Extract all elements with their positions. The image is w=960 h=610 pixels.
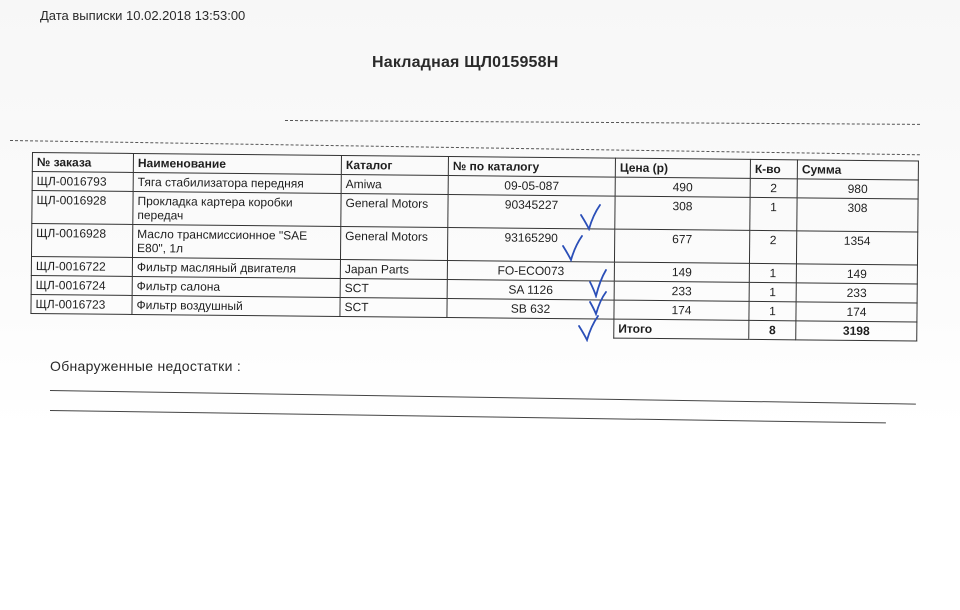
catalog-cell: SCT [340,278,447,298]
catalog-cell: SCT [340,297,447,317]
sum-cell: 174 [796,302,917,322]
name-cell: Масло трансмиссионное "SAE E80", 1л [132,224,340,259]
name-cell: Фильтр воздушный [132,295,340,316]
order-cell: ЩЛ-0016724 [31,275,132,295]
check-mark-icon [576,314,602,342]
catalog-no-cell: SB 632 [447,298,614,319]
sum-cell: 1354 [796,231,917,265]
catalog-cell: Amiwa [341,174,448,194]
total-label: Итого [614,319,749,339]
price-cell: 233 [614,281,749,301]
catalog-no-cell: FO-ECO073 [447,260,614,281]
name-cell: Фильтр масляный двигателя [132,257,340,278]
catalog-cell: General Motors [341,193,448,227]
qty-cell: 1 [750,197,797,230]
print-date: Дата выписки 10.02.2018 13:53:00 [40,8,246,23]
qty-cell: 2 [749,230,796,263]
check-mark-icon [578,203,604,231]
total-qty: 8 [749,320,796,339]
order-cell: ЩЛ-0016723 [31,294,132,314]
catalog-cell: General Motors [340,226,447,260]
order-cell: ЩЛ-0016928 [32,191,133,225]
sum-cell: 149 [796,264,917,284]
name-cell: Прокладка картера коробки передач [133,191,341,226]
catalog-no-cell: 93165290 [447,227,614,262]
qty-cell: 2 [750,178,797,197]
col-header-catalog: Каталог [341,155,448,175]
price-cell: 149 [614,262,749,282]
price-cell: 308 [615,196,750,230]
price-cell: 174 [614,300,749,320]
col-header-price: Цена (р) [615,158,750,178]
total-sum: 3198 [796,321,917,341]
col-header-sum: Сумма [797,160,918,180]
qty-cell: 1 [749,263,796,282]
sum-cell: 233 [796,283,917,303]
check-mark-icon [586,290,612,316]
col-header-name: Наименование [133,153,341,174]
sum-cell: 308 [797,198,918,232]
order-cell: ЩЛ-0016722 [31,257,132,277]
price-cell: 677 [614,229,749,263]
catalog-no-cell: 09-05-087 [448,175,615,196]
items-table [30,152,919,342]
catalog-cell: Japan Parts [340,259,447,279]
catalog-no-cell: SA 1126 [447,279,614,300]
col-header-catalog-no: № по каталогу [448,156,615,177]
qty-cell: 1 [749,282,796,301]
col-header-order: № заказа [32,153,133,173]
catalog-no-cell: 90345227 [448,194,615,229]
order-cell: ЩЛ-0016928 [31,224,132,258]
order-cell: ЩЛ-0016793 [32,172,133,192]
defects-label: Обнаруженные недостатки : [50,358,242,374]
name-cell: Тяга стабилизатора передняя [133,172,341,193]
check-mark-icon [560,234,586,262]
name-cell: Фильтр салона [132,276,340,297]
qty-cell: 1 [749,301,796,320]
col-header-qty: К-во [750,159,797,178]
price-cell: 490 [615,177,750,197]
invoice-title: Накладная ЩЛ015958Н [372,54,559,71]
sum-cell: 980 [797,179,918,199]
